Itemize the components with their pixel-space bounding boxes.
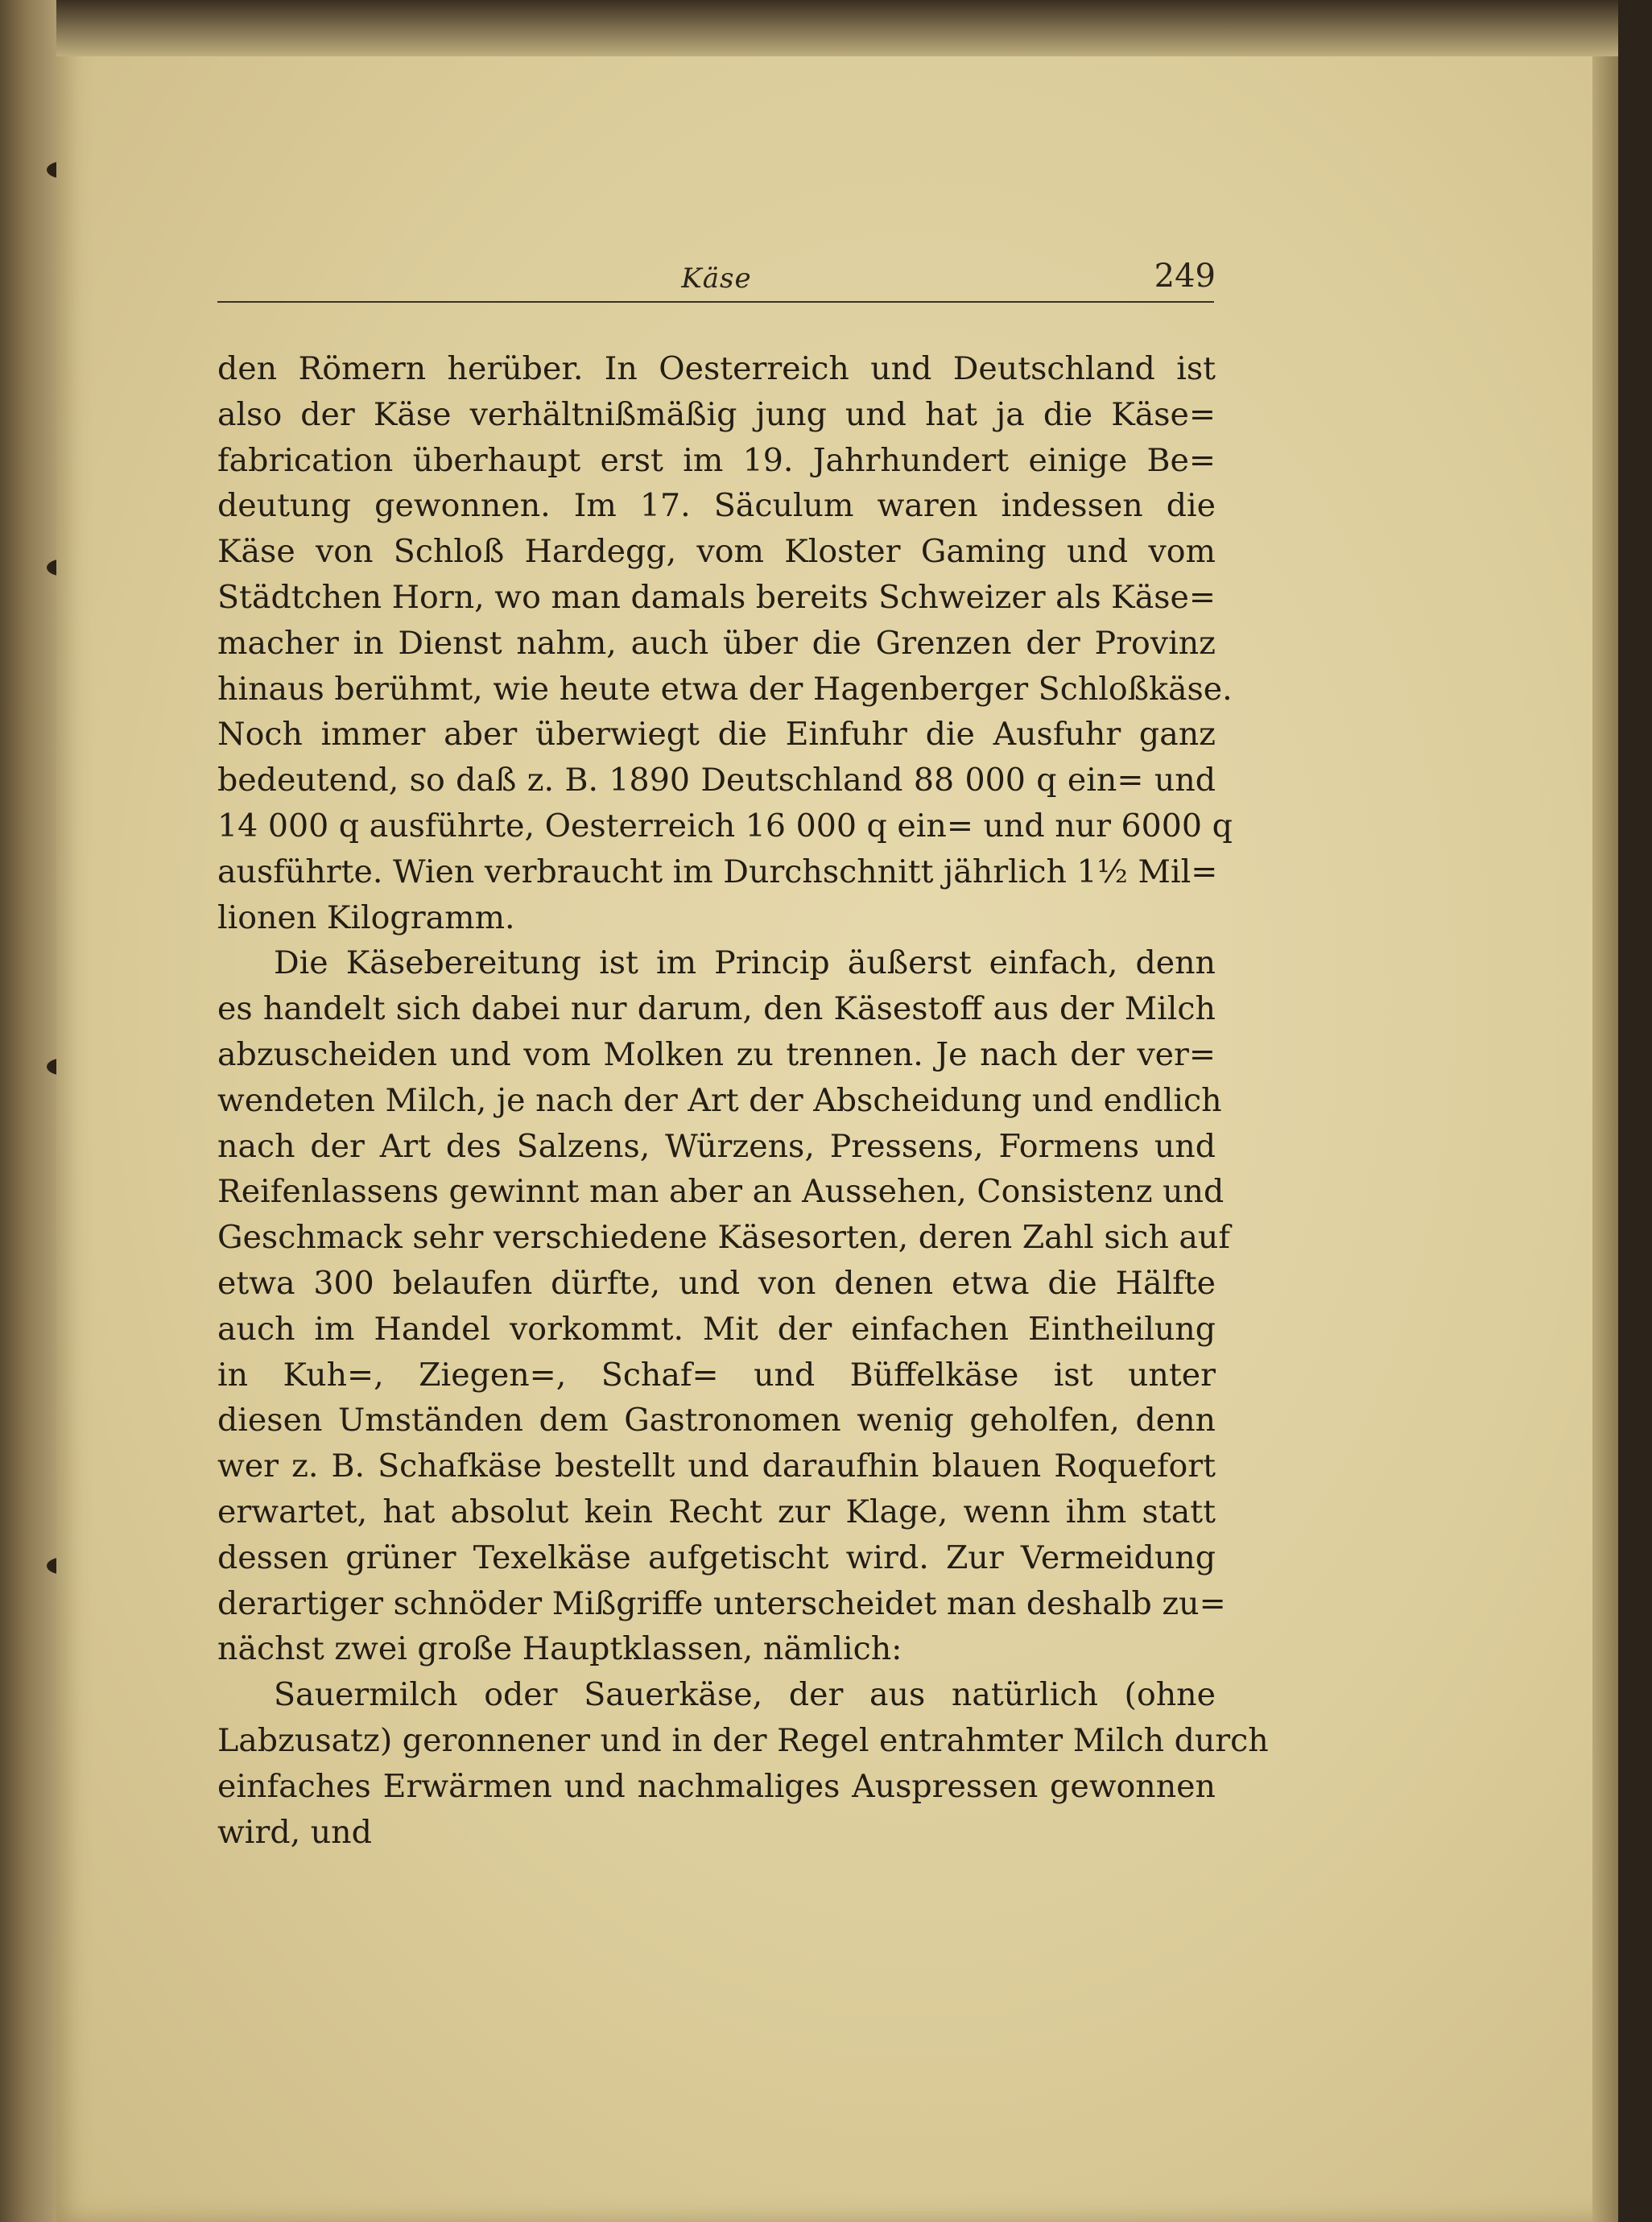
text-line: ausführte. Wien verbraucht im Durchschnitt jährlich 1½ Mil= (217, 853, 1218, 890)
text-line: Reifenlassens gewinnt man aber an Aussehen, Consistenz und (217, 1173, 1225, 1211)
running-title: Käse (681, 262, 752, 295)
book-spine (0, 0, 63, 2222)
text-line: einfaches Erwärmen und nachmaliges Auspressen gewonnen (217, 1767, 1216, 1805)
page-number: 249 (1154, 258, 1216, 295)
text-line: Noch immer aber überwiegt die Einfuhr die Ausfuhr ganz (217, 716, 1216, 754)
text-line: nächst zwei große Hauptklassen, nämlich: (217, 1630, 902, 1668)
text-line: Städtchen Horn, wo man damals bereits Schweizer als Käse= (217, 578, 1216, 616)
text-line: abzuscheiden und vom Molken zu trennen. Je nach der ver= (217, 1035, 1216, 1073)
page-right-edge (1592, 56, 1618, 2222)
text-line: diesen Umständen dem Gastronomen wenig geholfen, denn (217, 1402, 1216, 1439)
text-line: lionen Kilogramm. (217, 898, 515, 936)
text-line: Käse von Schloß Hardegg, vom Kloster Gaming und vom (217, 533, 1216, 571)
text-line: derartiger schnöder Mißgriffe unterscheidet man deshalb zu= (217, 1584, 1226, 1622)
text-line: macher in Dienst nahm, auch über die Grenzen der Provinz (217, 624, 1216, 662)
text-line: Geschmack sehr verschiedene Käsesorten, deren Zahl sich auf (217, 1219, 1230, 1257)
text-line: 14 000 q ausführte, Oesterreich 16 000 q ein= und nur 6000 q (217, 807, 1233, 845)
text-line: erwartet, hat absolut kein Recht zur Klage, wenn ihm statt (217, 1493, 1216, 1530)
text-line: den Römern herüber. In Oesterreich und Deutschland ist (217, 350, 1216, 387)
text-line: in Kuh=, Ziegen=, Schaf= und Büffelkäse ist unter (217, 1356, 1216, 1394)
header-rule (217, 301, 1214, 303)
running-header (217, 258, 1216, 299)
text-line: etwa 300 belaufen dürfte, und von denen etwa die Hälfte (217, 1264, 1216, 1302)
text-line: wendeten Milch, je nach der Art der Abscheidung und endlich (217, 1081, 1222, 1119)
text-line: fabrication überhaupt erst im 19. Jahrhundert einige Be= (217, 441, 1216, 479)
text-line: also der Käse verhältnißmäßig jung und hat ja die Käse= (217, 395, 1216, 433)
text-line: wird, und (217, 1813, 372, 1851)
text-line: bedeutend, so daß z. B. 1890 Deutschland 88 000 q ein= und (217, 762, 1216, 799)
text-line: dessen grüner Texelkäse aufgetischt wird. Zur Vermeidung (217, 1538, 1216, 1576)
text-line: es handelt sich dabei nur darum, den Käsestoff aus der Milch (217, 990, 1216, 1028)
text-line: hinaus berühmt, wie heute etwa der Hagenberger Schloßkäse. (217, 670, 1233, 708)
body-text (217, 346, 1269, 1855)
text-line: Labzusatz) geronnener und in der Regel entrahmter Milch durch (217, 1721, 1269, 1759)
text-line: Die Käsebereitung ist im Princip äußerst einfach, denn (274, 944, 1216, 982)
text-line: wer z. B. Schafkäse bestellt und daraufhin blauen Roquefort (217, 1448, 1216, 1485)
text-line: Sauermilch oder Sauerkäse, der aus natürlich (ohne (274, 1676, 1216, 1714)
text-line: deutung gewonnen. Im 17. Säculum waren indessen die (217, 487, 1216, 525)
text-line: nach der Art des Salzens, Würzens, Pressens, Formens und (217, 1127, 1216, 1165)
text-line: auch im Handel vorkommt. Mit der einfachen Eintheilung (217, 1310, 1216, 1348)
page-top-edge (56, 0, 1618, 56)
